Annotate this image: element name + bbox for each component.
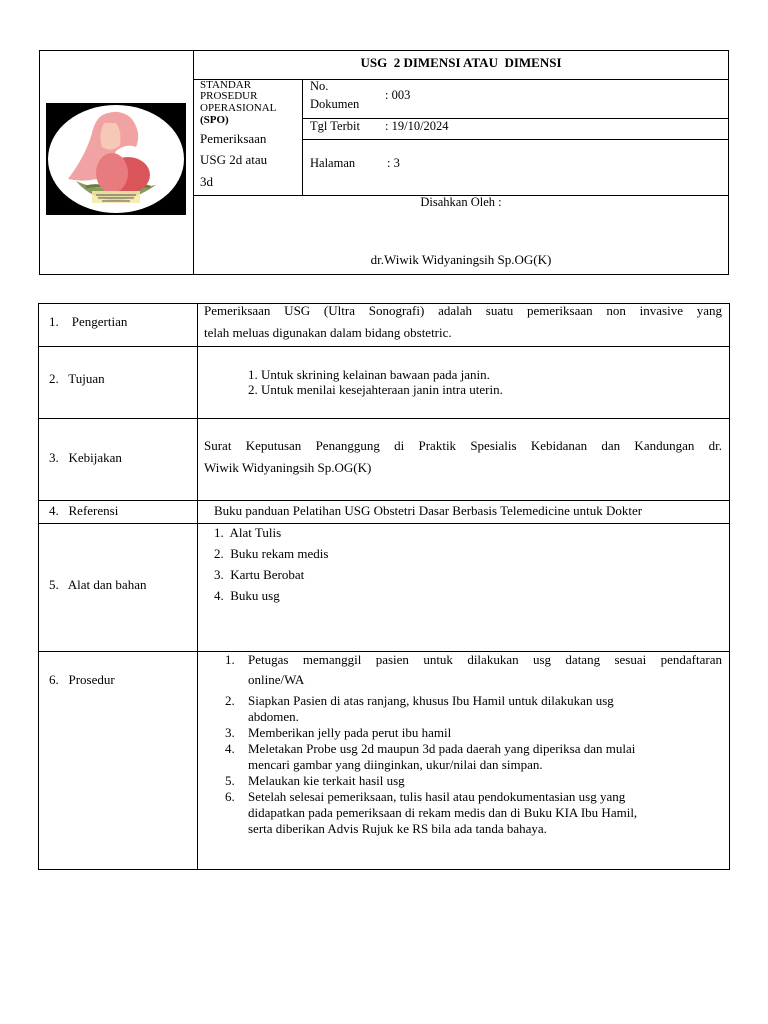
prosedur-num-2: 2.: [225, 693, 235, 708]
pengertian-line-2: telah meluas digunakan dalam bidang obstetric.: [204, 325, 452, 340]
prosedur-6-line-1: Setelah selesai pemeriksaan, tulis hasil atau pendokumentasian usg yang: [248, 789, 626, 804]
prosedur-2-line-1: Siapkan Pasien di atas ranjang, khusus Ibu Hamil untuk dilakukan usg: [248, 693, 614, 708]
header-divider-spo: [302, 79, 303, 196]
tujuan-label: 2. Tujuan: [49, 371, 105, 386]
alat-item-4: 4. Buku usg: [214, 588, 280, 603]
prosedur-num-3: 3.: [225, 725, 235, 740]
doc-no-label-2: Dokumen: [310, 97, 360, 111]
kebijakan-line-2: Wiwik Widyaningsih Sp.OG(K): [204, 460, 372, 475]
prosedur-label: 6. Prosedur: [49, 672, 115, 687]
prosedur-num-4: 4.: [225, 741, 235, 756]
procedure-name-1: Pemeriksaan: [200, 131, 267, 146]
page-title: USG 2 DIMENSI ATAU DIMENSI: [360, 55, 562, 70]
prosedur-1-line-2: online/WA: [248, 672, 305, 687]
disahkan-label: Disahkan Oleh :: [420, 195, 502, 209]
prosedur-num-5: 5.: [225, 773, 235, 788]
header-divider-title: [193, 79, 729, 80]
prosedur-6-line-2: didapatkan pada pemeriksaan di rekam medis dan di Buku KIA Ibu Hamil,: [248, 805, 638, 820]
spo-line-3: OPERASIONAL: [200, 102, 277, 114]
spo-line-1: STANDAR: [200, 79, 252, 91]
kebijakan-label: 3. Kebijakan: [49, 450, 122, 465]
halaman-value: : 3: [387, 156, 400, 170]
prosedur-1-line-1: Petugas memanggil pasien untuk dilakukan usg datang sesuai pendaftaran: [248, 652, 722, 667]
prosedur-4-line-1: Meletakan Probe usg 2d maupun 3d pada daerah yang diperiksa dan mulai: [248, 741, 636, 756]
logo: [46, 103, 186, 215]
header-divider-tgl: [302, 139, 729, 140]
alat-item-2: 2. Buku rekam medis: [214, 546, 329, 561]
header-divider-no: [302, 118, 729, 119]
tujuan-item-2: 2. Untuk menilai kesejahteraan janin intra uterin.: [248, 382, 503, 397]
pregnant-woman-logo-icon: [46, 103, 186, 215]
procedure-name-2: USG 2d atau: [200, 152, 268, 167]
pengertian-label: 1. Pengertian: [49, 314, 128, 329]
prosedur-2-line-2: abdomen.: [248, 709, 299, 724]
signatory: dr.Wiwik Widyaningsih Sp.OG(K): [370, 252, 552, 267]
prosedur-num-1: 1.: [225, 652, 235, 667]
procedure-name-3: 3d: [200, 174, 213, 189]
kebijakan-line-1: Surat Keputusan Penanggung di Praktik Spesialis Kebidanan dan Kandungan dr.: [204, 438, 722, 453]
prosedur-5-line-1: Melaukan kie terkait hasil usg: [248, 773, 405, 788]
tujuan-item-1: 1. Untuk skrining kelainan bawaan pada janin.: [248, 367, 490, 382]
doc-no-value: : 003: [385, 88, 411, 102]
tgl-label: Tgl Terbit: [310, 119, 360, 133]
prosedur-num-6: 6.: [225, 789, 235, 804]
doc-no-label-1: No.: [310, 79, 329, 93]
row-divider-4: [38, 523, 730, 524]
header-divider-logo: [193, 50, 194, 275]
row-divider-1: [38, 346, 730, 347]
row-divider-3: [38, 500, 730, 501]
spo-line-2: PROSEDUR: [200, 90, 258, 102]
prosedur-4-line-2: mencari gambar yang diinginkan, ukur/nilai dan simpan.: [248, 757, 543, 772]
pengertian-line-1: Pemeriksaan USG (Ultra Sonografi) adalah suatu pemeriksaan non invasive yang: [204, 303, 722, 318]
halaman-label: Halaman: [310, 156, 356, 170]
referensi-label: 4. Referensi: [49, 503, 119, 518]
referensi-text: Buku panduan Pelatihan USG Obstetri Dasar Berbasis Telemedicine untuk Dokter: [214, 503, 643, 518]
row-divider-2: [38, 418, 730, 419]
alat-item-1: 1. Alat Tulis: [214, 525, 282, 540]
content-divider-col: [197, 303, 198, 870]
alat-label: 5. Alat dan bahan: [49, 577, 147, 592]
spo-line-4: (SPO): [200, 114, 229, 126]
prosedur-6-line-3: serta diberikan Advis Rujuk ke RS bila ada tanda bahaya.: [248, 821, 547, 836]
alat-item-3: 3. Kartu Berobat: [214, 567, 305, 582]
tgl-value: : 19/10/2024: [385, 119, 449, 133]
prosedur-3-line-1: Memberikan jelly pada perut ibu hamil: [248, 725, 452, 740]
